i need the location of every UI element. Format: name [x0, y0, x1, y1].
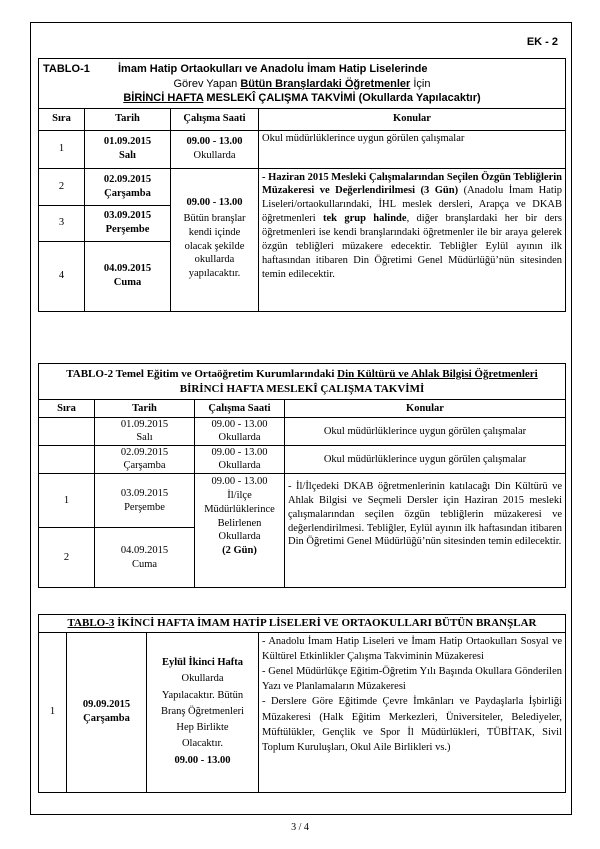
- row-date-cell: [67, 632, 147, 792]
- konu-bold: tek grup halinde: [323, 213, 407, 225]
- row-days: (2 Gün): [222, 545, 257, 557]
- col-header-sira: Sıra: [39, 400, 95, 418]
- col-header-saat: Çalışma Saati: [195, 400, 285, 418]
- row-date: 01.09.2015: [120, 419, 169, 431]
- row-sira: 2: [39, 528, 95, 588]
- table-1-title-line1: İmam Hatip Ortaokulları ve Anadolu İmam Hatip Liselerinde: [117, 63, 428, 75]
- row-konu: [259, 632, 566, 792]
- konu-item-3: - Derslere Göre Eğitimde Çevre İmkânları ve Paydaşlarla İşbirliği Müzakeresi (Halk Eğitim Merkezleri, Üniversiteler, Belediyeler, Müftülükler, Gençlik ve Spor İl Müdürlükleri, TÜBİTAK, Sivil Toplum Kuruluşları, Okul Aile Birlikleri vs.): [262, 696, 562, 754]
- konu-text-1: (Anadolu İmam Hatip Liseleri/ortaokullarındaki, İHL meslek dersleri, Arapça ve DKAB öğretmenleri: [262, 185, 562, 225]
- row-time-cell-merged: [195, 474, 285, 588]
- row-time-cell: [147, 632, 259, 792]
- row-date: 04.09.2015: [103, 263, 152, 275]
- row-place: Bütün branşlar kendi içinde olacak şekilde okullarda yapılacaktır.: [183, 212, 246, 280]
- table-3-label: TABLO-3: [67, 617, 115, 629]
- row-date-cell: [85, 205, 171, 241]
- row-konu: Okul müdürlüklerince uygun görülen çalışmalar: [259, 130, 566, 168]
- row-date: 02.09.2015: [120, 447, 169, 459]
- table-3: [38, 614, 566, 793]
- konu-text-2: , diğer branşlardaki her bir ders öğretmenleri ise kendi branşlarındaki öğretmenler ile bir araya gelerek özgün tebliğleri müzakere edecektir. Tebliğler Eylül ayının ilk haftasından itibaren Din Öğretimi Genel Müdürlüğü’nün sitesinden temin edilecektir.: [262, 213, 562, 280]
- row-place: Okullarda Yapılacaktır. Bütün Branş Öğretmenleri Hep Birlikte Olacaktır.: [160, 673, 245, 750]
- row-day: Cuma: [113, 277, 142, 289]
- table-1-title-line2-underlined: Bütün Branşlardaki Öğretmenler: [240, 77, 411, 90]
- table-1-title-line3-underlined: BİRİNCİ HAFTA: [123, 92, 204, 105]
- col-header-konular: Konular: [259, 108, 566, 130]
- row-time: 09.00 - 13.00: [211, 476, 268, 488]
- row-place: Okullarda: [218, 459, 261, 471]
- row-sira: 4: [39, 241, 85, 311]
- row-sira: 1: [39, 632, 67, 792]
- row-date-cell: [95, 528, 195, 588]
- table-2-title-line2: BİRİNCİ HAFTA MESLEKÎ ÇALIŞMA TAKVİMİ: [179, 382, 425, 395]
- row-place: Okullarda: [193, 150, 236, 162]
- row-day: Salı: [136, 431, 153, 443]
- table-2-title-pre: TABLO-2 Temel Eğitim ve Ortaöğretim Kurumlarındaki: [66, 368, 338, 380]
- row-time: 09.00 - 13.00: [211, 419, 268, 431]
- row-time: 09.00 - 13.00: [174, 754, 231, 766]
- col-header-saat: Çalışma Saati: [171, 108, 259, 130]
- table-row: [39, 130, 566, 168]
- row-date-cell: [95, 418, 195, 446]
- row-date: 03.09.2015: [120, 487, 169, 499]
- table-1-title-line2-post: İçin: [410, 77, 431, 90]
- row-sira: 1: [39, 130, 85, 168]
- row-date-cell: [85, 241, 171, 311]
- row-sira: 2: [39, 168, 85, 205]
- row-time-cell: [195, 418, 285, 446]
- table-2-title-underlined: Din Kültürü ve Ahlak Bilgisi Öğretmenleri: [337, 368, 538, 380]
- row-date: 09.09.2015: [82, 699, 131, 711]
- table-1-title-line3-post: MESLEKÎ ÇALIŞMA TAKVİMİ (Okullarda Yapılacaktır): [203, 92, 481, 105]
- row-date: 02.09.2015: [103, 173, 152, 185]
- row-konu: Okul müdürlüklerince uygun görülen çalışmalar: [285, 446, 566, 474]
- row-day: Çarşamba: [104, 187, 151, 199]
- row-date-cell: [95, 446, 195, 474]
- row-day: Çarşamba: [123, 459, 166, 471]
- table-2-title: [39, 364, 566, 400]
- table-row: [39, 168, 566, 205]
- table-1-title: [39, 59, 566, 109]
- table-3-title-text: İKİNCİ HAFTA İMAM HATİP LİSELERİ VE ORTAOKULLARI BÜTÜN BRANŞLAR: [114, 617, 537, 629]
- row-date: 04.09.2015: [120, 544, 169, 556]
- row-day: Salı: [119, 150, 136, 162]
- table-row: [39, 632, 566, 792]
- col-header-tarih: Tarih: [85, 108, 171, 130]
- row-place: İl/ilçe Müdürlüklerince Belirlenen Okullarda: [204, 489, 275, 543]
- row-sira: [39, 418, 95, 446]
- row-day: Cuma: [131, 558, 158, 570]
- row-day: Perşembe: [105, 224, 150, 236]
- table-row: [39, 474, 566, 528]
- row-date-cell: [85, 130, 171, 168]
- row-date: 03.09.2015: [103, 210, 152, 222]
- row-konu-merged: [259, 168, 566, 311]
- row-day: Çarşamba: [83, 713, 130, 725]
- row-date: 01.09.2015: [103, 136, 152, 148]
- table-row: [39, 418, 566, 446]
- table-1-label: TABLO-1: [43, 63, 90, 75]
- row-week: Eylül İkinci Hafta: [161, 657, 244, 669]
- table-1: [38, 58, 566, 312]
- konu-heading: - Haziran 2015 Mesleki Çalışmalarından Seçilen Özgün Tebliğlerin Müzakeresi ve Değerlendirilmesi (3 Gün): [262, 171, 562, 197]
- row-date-cell: [95, 474, 195, 528]
- table-3-title: [39, 615, 566, 633]
- konu-item-2: - Genel Müdürlükçe Eğitim-Öğretim Yılı Başında Okullara Gönderilen Yazı ve Planlamaların Müzakeresi: [262, 665, 562, 693]
- row-sira: 3: [39, 205, 85, 241]
- row-time: 09.00 - 13.00: [211, 447, 268, 459]
- row-time-cell: [195, 446, 285, 474]
- table-1-title-line2-pre: Görev Yapan: [173, 77, 241, 90]
- row-konu: Okul müdürlüklerince uygun görülen çalışmalar: [285, 418, 566, 446]
- annex-label: EK - 2: [526, 36, 558, 48]
- row-konu-merged: - İl/İlçedeki DKAB öğretmenlerinin katılacağı Din Kültürü ve Ahlak Bilgisi ve Seçmeli Dersler için Haziran 2015 mesleki çalışmalarından seçilen özgün tebliğlerin müzakeresi ve değerlendirilmesi. Tebliğler, Eylül ayının ilk haftasından itibaren Din Öğretimi Genel Müdürlüğü’nün sitesinden temin edilecektir.: [285, 474, 566, 588]
- row-time: 09.00 - 13.00: [186, 136, 243, 148]
- col-header-konular: Konular: [285, 400, 566, 418]
- table-row: [39, 446, 566, 474]
- col-header-sira: Sıra: [39, 108, 85, 130]
- row-date-cell: [85, 168, 171, 205]
- konu-item-1: - Anadolu İmam Hatip Liseleri ve İmam Hatip Ortaokulları Sosyal ve Kültürel Etkinlikler Çalışma Takviminin Müzakeresi: [262, 635, 562, 662]
- row-sira: 1: [39, 474, 95, 528]
- row-time: 09.00 - 13.00: [186, 196, 243, 208]
- table-2: [38, 363, 566, 588]
- row-place: Okullarda: [218, 431, 261, 443]
- row-time-cell-merged: [171, 168, 259, 311]
- row-sira: [39, 446, 95, 474]
- row-time-cell: [171, 130, 259, 168]
- page-number: 3 / 4: [291, 822, 309, 833]
- row-day: Perşembe: [124, 501, 165, 513]
- col-header-tarih: Tarih: [95, 400, 195, 418]
